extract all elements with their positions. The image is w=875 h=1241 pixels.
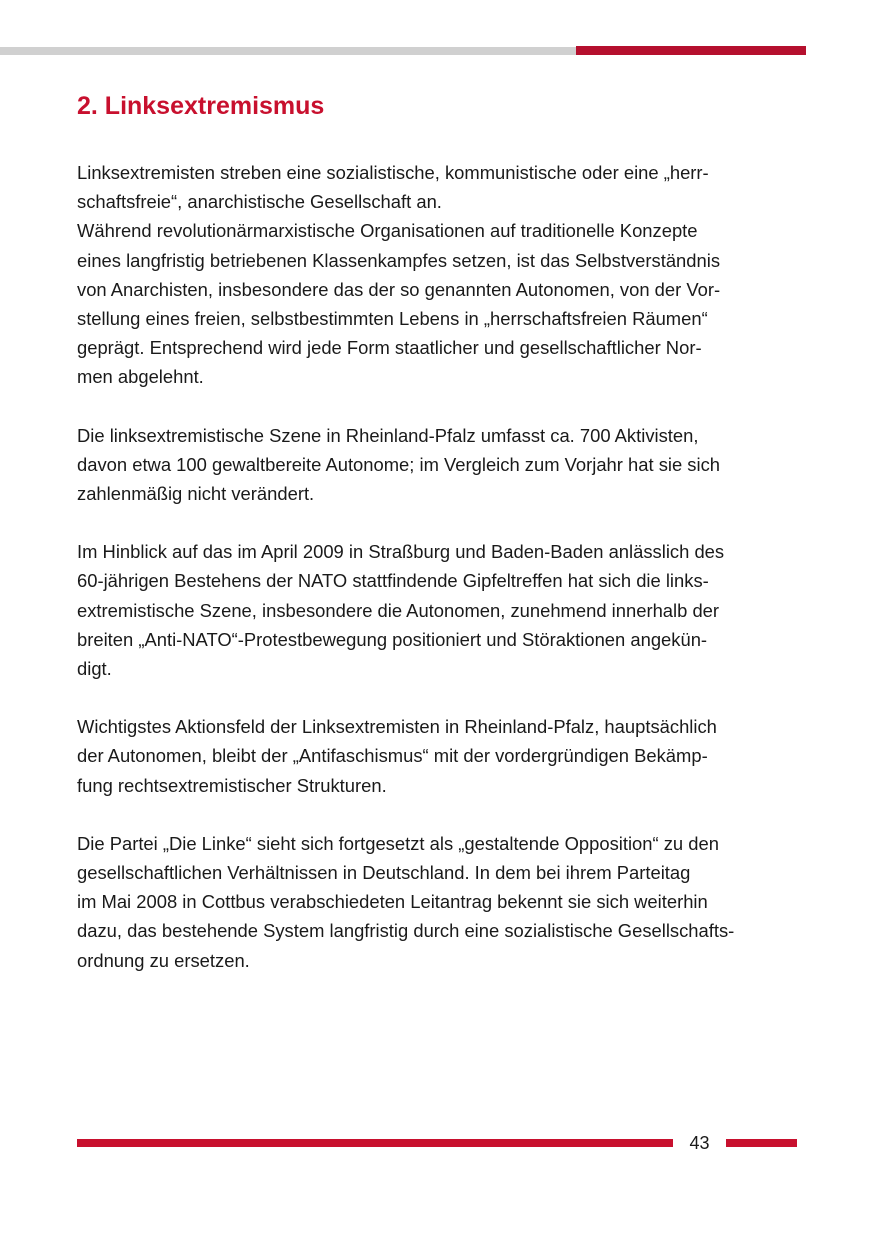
paragraph-4 bbox=[77, 712, 802, 800]
text-line: dazu, das bestehende System langfristig durch eine sozialistische Gesellschafts- bbox=[77, 920, 735, 942]
text-line: schaftsfreie“, anarchistische Gesellschaft an. bbox=[77, 191, 442, 213]
text-line: Die Partei „Die Linke“ sieht sich fortgesetzt als „gestaltende Opposition“ zu den bbox=[77, 832, 719, 854]
text-line: Im Hinblick auf das im April 2009 in Straßburg und Baden-Baden anlässlich des bbox=[77, 541, 725, 563]
text-line: extremistische Szene, insbesondere die Autonomen, zunehmend innerhalb der bbox=[77, 599, 720, 621]
paragraph-3 bbox=[77, 537, 802, 683]
text-line: im Mai 2008 in Cottbus verabschiedeten Leitantrag bekennt sie sich weiterhin bbox=[77, 891, 708, 913]
text-line: eines langfristig betriebenen Klassenkampfes setzen, ist das Selbstverständnis bbox=[77, 249, 721, 271]
text-line: davon etwa 100 gewaltbereite Autonome; im Vergleich zum Vorjahr hat sie sich bbox=[77, 453, 721, 475]
body-text bbox=[77, 158, 802, 1004]
text-line: 60-jährigen Bestehens der NATO stattfindende Gipfeltreffen hat sich die links- bbox=[77, 570, 709, 592]
text-line: zahlenmäßig nicht verändert. bbox=[77, 483, 315, 505]
text-line: gesellschaftlichen Verhältnissen in Deutschland. In dem bei ihrem Parteitag bbox=[77, 862, 691, 884]
text-line: Während revolutionärmarxistische Organisationen auf traditionelle Konzepte bbox=[77, 220, 698, 242]
text-line: ordnung zu ersetzen. bbox=[77, 949, 250, 971]
text-line: fung rechtsextremistischer Strukturen. bbox=[77, 774, 387, 796]
footer-decorative-bar-right bbox=[726, 1139, 797, 1147]
text-line: Wichtigstes Aktionsfeld der Linksextremisten in Rheinland-Pfalz, hauptsächlich bbox=[77, 716, 717, 738]
page-number: 43 bbox=[689, 1133, 710, 1153]
text-line: Linksextremisten streben eine sozialistische, kommunistische oder eine „herr- bbox=[77, 162, 709, 183]
text-line: Die linksextremistische Szene in Rheinland-Pfalz umfasst ca. 700 Aktivisten, bbox=[77, 424, 699, 446]
text-line: digt. bbox=[77, 658, 112, 680]
text-line: men abgelehnt. bbox=[77, 366, 204, 388]
paragraph-5 bbox=[77, 829, 802, 975]
paragraph-1 bbox=[77, 158, 802, 392]
text-line: von Anarchisten, insbesondere das der so genannten Autonomen, von der Vor- bbox=[77, 278, 721, 300]
text-line: stellung eines freien, selbstbestimmten Lebens in „herrschaftsfreien Räumen“ bbox=[77, 308, 708, 330]
text-line: geprägt. Entsprechend wird jede Form staatlicher und gesellschaftlicher Nor- bbox=[77, 337, 702, 359]
paragraph-2 bbox=[77, 421, 802, 509]
text-line: breiten „Anti-NATO“-Protestbewegung positioniert und Störaktionen angekün- bbox=[77, 628, 708, 650]
text-line: der Autonomen, bleibt der „Antifaschismus“ mit der vordergründigen Bekämp- bbox=[77, 745, 708, 767]
footer-decorative-bar-left bbox=[77, 1139, 673, 1147]
top-decorative-bar-grey bbox=[0, 47, 576, 55]
top-decorative-bar-red bbox=[576, 46, 806, 55]
section-heading: 2. Linksextremismus bbox=[77, 92, 325, 120]
